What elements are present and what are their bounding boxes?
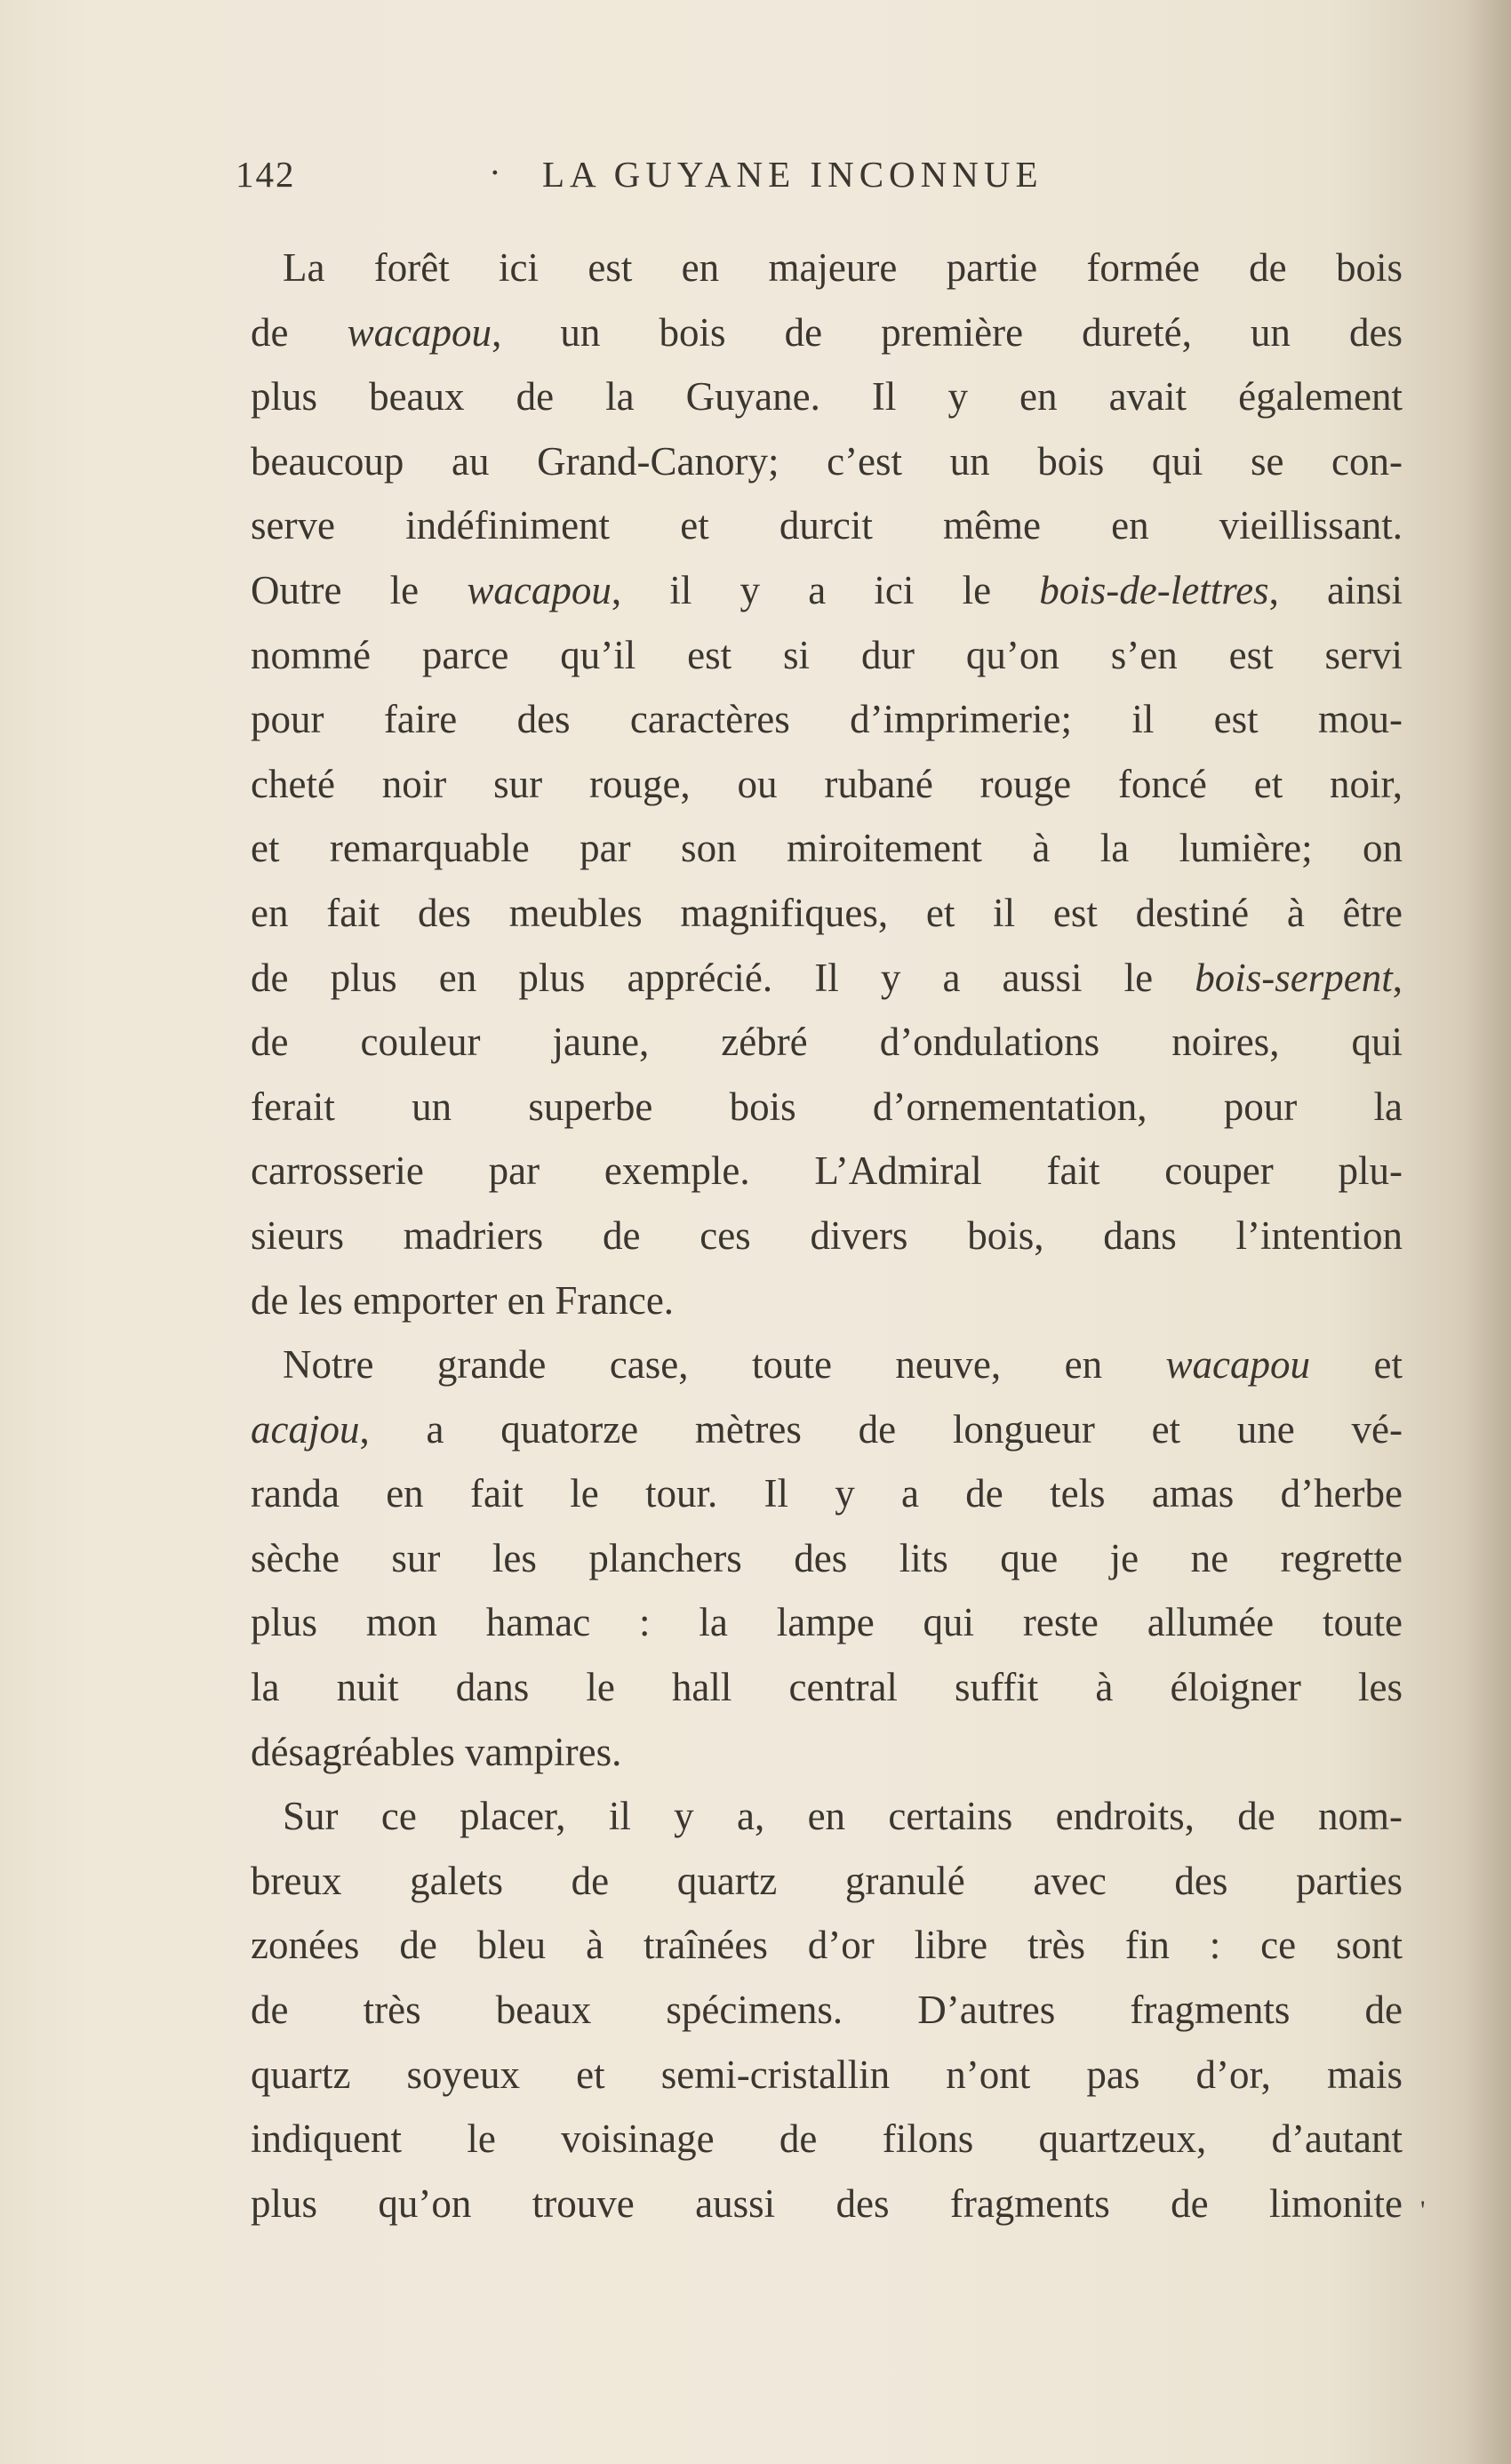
page-gutter-shadow <box>1467 0 1511 2464</box>
text-line: Notre grande case, toute neuve, en wacapou et <box>283 1342 1403 1388</box>
text-line: de les emporter en France. <box>251 1277 675 1323</box>
text-line: La forêt ici est en majeure partie formée de bois <box>283 245 1403 290</box>
text-line: carrosserie par exemple. L’Admiral fait couper plu- <box>251 1148 1403 1194</box>
text-line: et remarquable par son miroitement à la lumière; on <box>251 826 1403 871</box>
page-header <box>236 153 1400 197</box>
text-line: zonées de bleu à traînées d’or libre très fin : ce sont <box>251 1923 1403 1968</box>
text-line: serve indéfiniment et durcit même en vieillissant. <box>251 503 1403 548</box>
text-line: pour faire des caractères d’imprimerie; il est mou- <box>251 697 1403 742</box>
text-line: breux galets de quartz granulé avec des parties <box>251 1858 1403 1903</box>
text-line: désagréables vampires. <box>251 1729 622 1774</box>
text-line: quartz soyeux et semi-cristallin n’ont pas d’or, mais <box>251 2052 1403 2097</box>
text-line: Sur ce placer, il y a, en certains endroits, de nom- <box>283 1794 1403 1839</box>
text-line: plus qu’on trouve aussi des fragments de limonite <box>251 2180 1403 2226</box>
text-line: cheté noir sur rouge, ou rubané rouge foncé et noir, <box>251 761 1403 806</box>
line-end-mark: ' <box>1420 2196 1426 2225</box>
header-separator-dot: · <box>489 152 507 193</box>
text-line: en fait des meubles magnifiques, et il est destiné à être <box>251 890 1403 935</box>
text-line: Outre le wacapou, il y a ici le bois-de-lettres, ainsi <box>251 567 1403 612</box>
text-line: plus beaux de la Guyane. Il y en avait également <box>251 374 1403 420</box>
page-number: 142 <box>236 154 296 195</box>
text-line: ferait un superbe bois d’ornementation, pour la <box>251 1084 1403 1129</box>
text-line: beaucoup au Grand-Canory; c’est un bois qui se con- <box>251 438 1403 484</box>
text-line: sieurs madriers de ces divers bois, dans l’intention <box>251 1212 1403 1258</box>
body-text <box>251 236 1403 2236</box>
text-line: indiquent le voisinage de filons quartzeux, d’autant <box>251 2116 1403 2162</box>
text-line: de plus en plus apprécié. Il y a aussi le bois-serpent, <box>251 955 1403 1000</box>
text-line: nommé parce qu’il est si dur qu’on s’en est servi <box>251 632 1403 677</box>
text-line: randa en fait le tour. Il y a de tels amas d’herbe <box>251 1471 1403 1516</box>
text-line: sèche sur les planchers des lits que je ne regrette <box>251 1535 1403 1580</box>
running-title: LA GUYANE INCONNUE <box>542 154 1043 195</box>
text-line: de très beaux spécimens. D’autres fragments de <box>251 1988 1403 2033</box>
text-line: plus mon hamac : la lampe qui reste allumée toute <box>251 1600 1403 1645</box>
text-line: de wacapou, un bois de première dureté, un des <box>251 309 1403 355</box>
text-line: la nuit dans le hall central suffit à éloigner les <box>251 1665 1403 1710</box>
text-line: de couleur jaune, zébré d’ondulations noires, qui <box>251 1020 1403 1065</box>
text-line: acajou, a quatorze mètres de longueur et une vé- <box>251 1406 1403 1452</box>
